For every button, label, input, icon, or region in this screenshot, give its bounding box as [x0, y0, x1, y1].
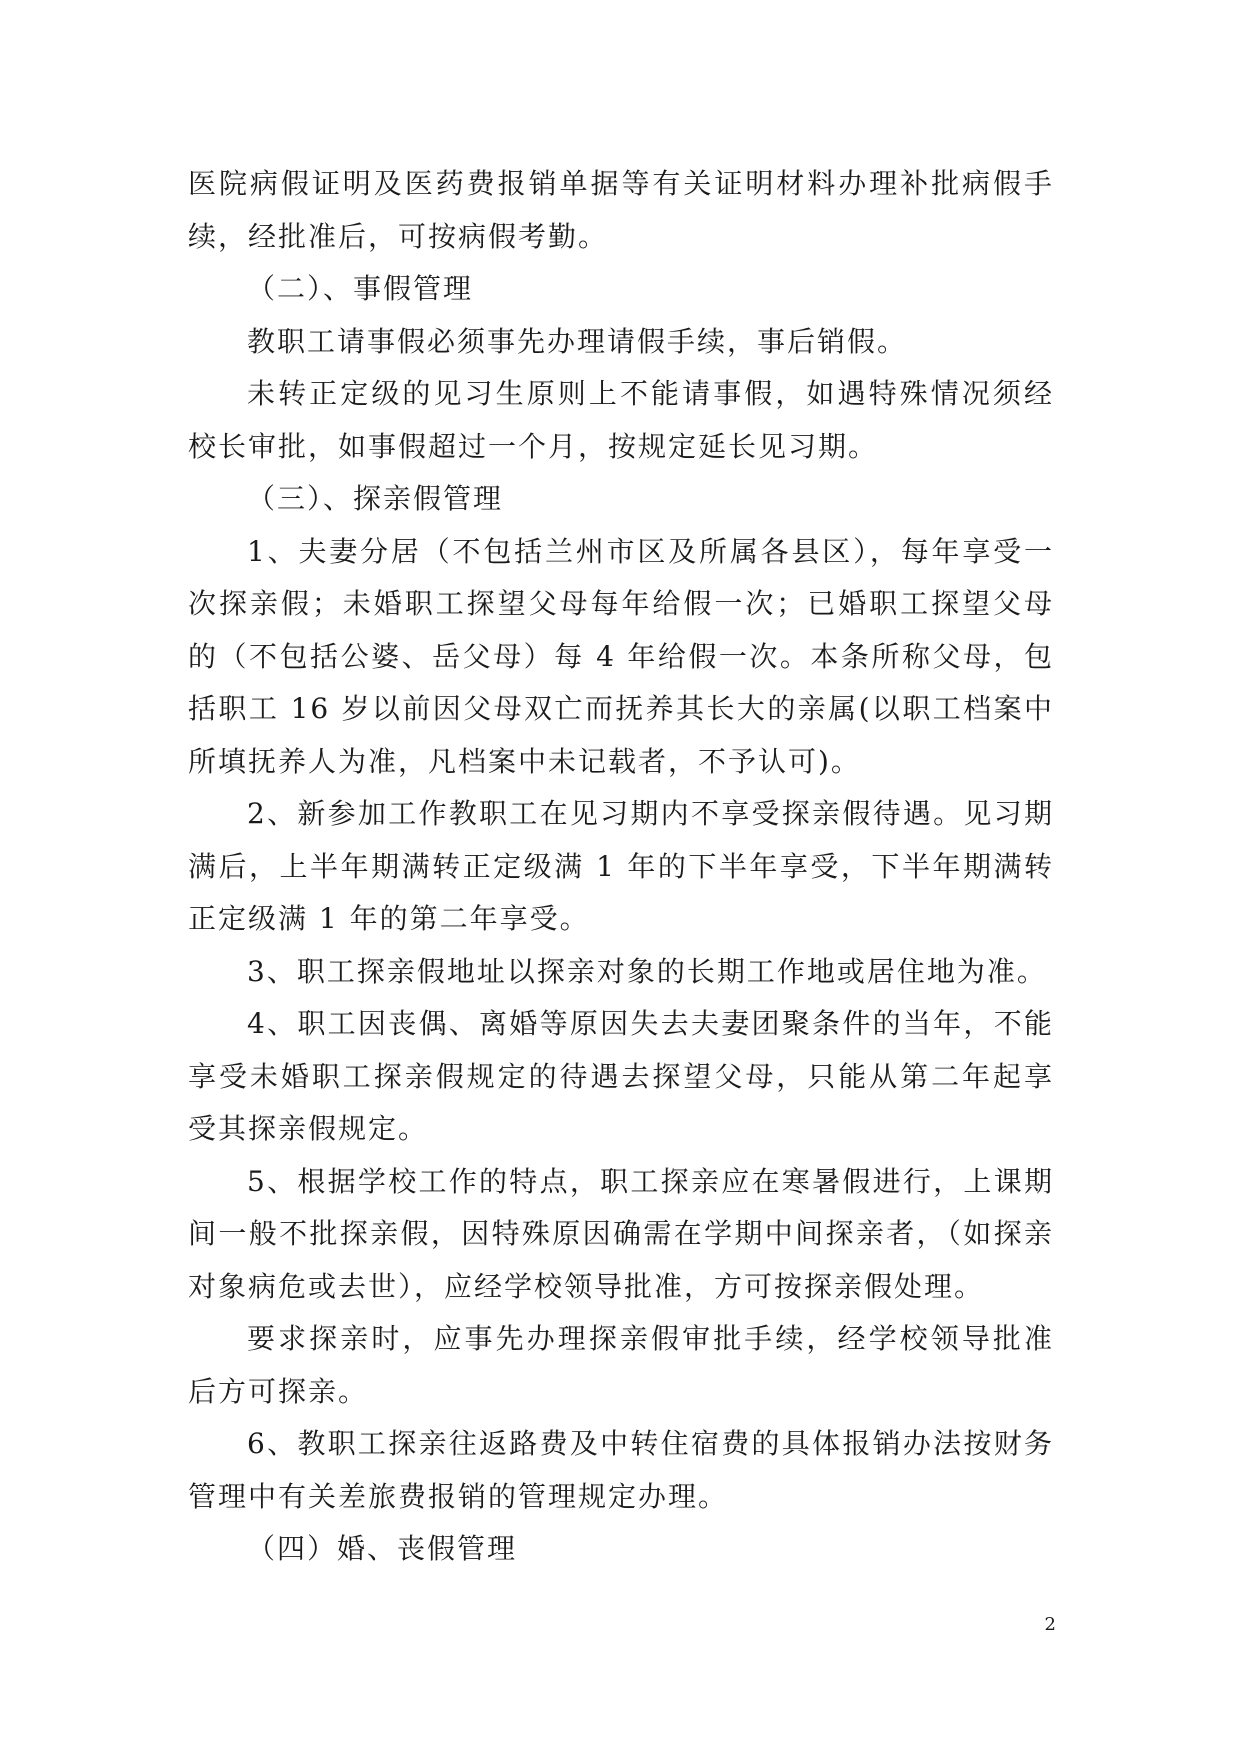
paragraph-family-visit-rule-4: 4、职工因丧偶、离婚等原因失去夫妻团聚条件的当年，不能享受未婚职工探亲假规定的待遇去探望父母，只能从第二年起享受其探亲假规定。 [188, 1007, 1054, 1145]
document-body [188, 158, 1054, 1576]
heading-personal-leave: （二）、事假管理 [247, 272, 474, 305]
paragraph-personal-leave-procedure: 教职工请事假必须事先办理请假手续，事后销假。 [247, 324, 908, 358]
paragraph-family-visit-approval: 要求探亲时，应事先办理探亲假审批手续，经学校领导批准后方可探亲。 [188, 1322, 1054, 1408]
paragraph-family-visit-rule-3: 3、职工探亲假地址以探亲对象的长期工作地或居住地为准。 [247, 954, 1047, 988]
paragraph-family-visit-rule-2: 2、新参加工作教职工在见习期内不享受探亲假待遇。见习期满后，上半年期满转正定级满 1 年的下半年享受，下半年期满转正定级满 1 年的第二年享受。 [188, 797, 1054, 935]
heading-family-visit-leave: （三）、探亲假管理 [247, 482, 504, 515]
heading-marriage-funeral-leave: （四）婚、丧假管理 [247, 1532, 518, 1565]
paragraph-sick-leave-continuation: 医院病假证明及医药费报销单据等有关证明材料办理补批病假手续，经批准后，可按病假考勤。 [188, 167, 1054, 253]
paragraph-family-visit-rule-1: 1、夫妻分居（不包括兰州市区及所属各县区），每年享受一次探亲假；未婚职工探望父母每年给假一次；已婚职工探望父母的（不包括公婆、岳父母）每 4 年给假一次。本条所称父母，包括职工 16 岁以前因父母双亡而抚养其长大的亲属(以职工档案中所填抚养人为准，凡档案中未记载者，不予认可)。 [188, 534, 1054, 778]
paragraph-trainee-personal-leave: 未转正定级的见习生原则上不能请事假，如遇特殊情况须经校长审批，如事假超过一个月，按规定延长见习期。 [188, 377, 1054, 463]
page-number: 2 [1044, 1614, 1056, 1635]
paragraph-family-visit-rule-6: 6、教职工探亲往返路费及中转住宿费的具体报销办法按财务管理中有关差旅费报销的管理规定办理。 [188, 1427, 1054, 1513]
paragraph-family-visit-rule-5: 5、根据学校工作的特点，职工探亲应在寒暑假进行，上课期间一般不批探亲假，因特殊原因确需在学期中间探亲者，（如探亲对象病危或去世），应经学校领导批准，方可按探亲假处理。 [188, 1164, 1054, 1303]
